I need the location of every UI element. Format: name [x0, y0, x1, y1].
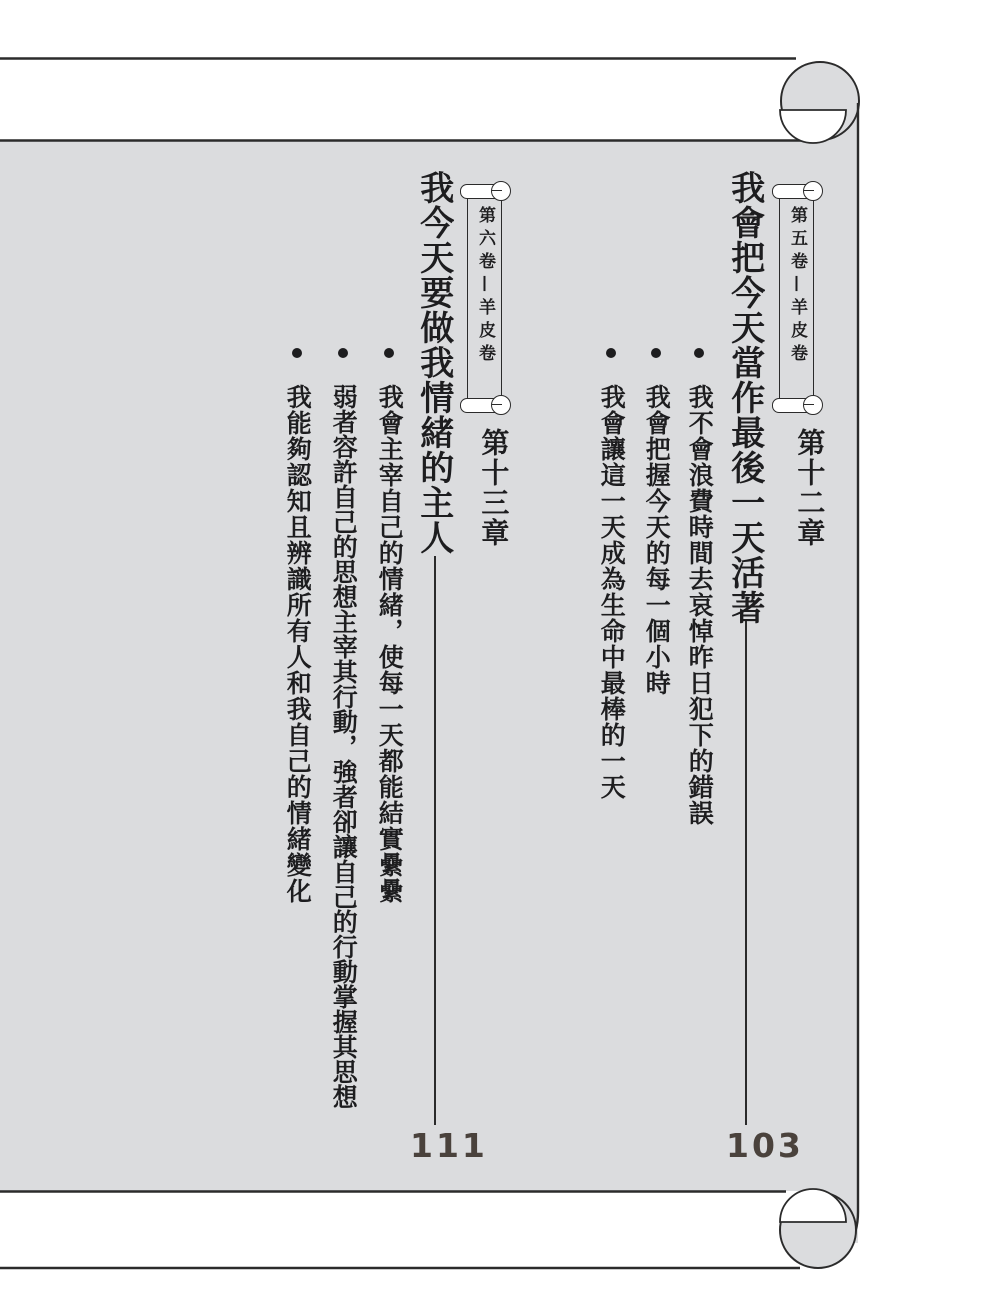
volume-banner-label: 第六卷—羊皮卷	[475, 206, 495, 367]
leader-line-left	[434, 556, 436, 1125]
bullet-icon	[651, 348, 661, 358]
page-number-left: 111	[410, 1126, 488, 1165]
bullet-item: 弱者容許自己的思想主宰其行動，強者卻讓自己的行動掌握其思想	[329, 384, 359, 1109]
scroll-roll-bottom-icon	[460, 398, 508, 413]
chapter-number-right: 第十二章	[793, 428, 827, 548]
bullet-icon	[384, 348, 394, 358]
bullet-icon	[694, 348, 704, 358]
volume-banner-label: 第五卷—羊皮卷	[787, 206, 807, 367]
volume-banner-left	[467, 191, 502, 406]
volume-banner-right	[779, 191, 814, 406]
scroll-roll-top-icon	[460, 184, 508, 199]
bullet-icon	[292, 348, 302, 358]
bullet-icon	[338, 348, 348, 358]
leader-line-right	[745, 620, 747, 1125]
bullet-item: 我能夠認知且辨識所有人和我自己的情緒變化	[283, 384, 313, 904]
chapter-title-right: 我會把今天當作最後一天活著	[724, 170, 765, 625]
scroll-roll-top-icon	[772, 184, 820, 199]
page-number-right: 103	[726, 1126, 804, 1165]
chapter-title-left: 我今天要做我情緒的主人	[413, 170, 454, 555]
bullet-item: 我會主宰自己的情緒，使每一天都能結實纍纍	[375, 384, 405, 904]
scroll-roll-bottom-icon	[772, 398, 820, 413]
bullet-item: 我不會浪費時間去哀悼昨日犯下的錯誤	[685, 384, 715, 826]
bullet-item: 我會讓這一天成為生命中最棒的一天	[597, 384, 627, 800]
chapter-number-left: 第十三章	[477, 428, 511, 548]
bullet-icon	[606, 348, 616, 358]
bullet-item: 我會把握今天的每一個小時	[642, 384, 672, 696]
